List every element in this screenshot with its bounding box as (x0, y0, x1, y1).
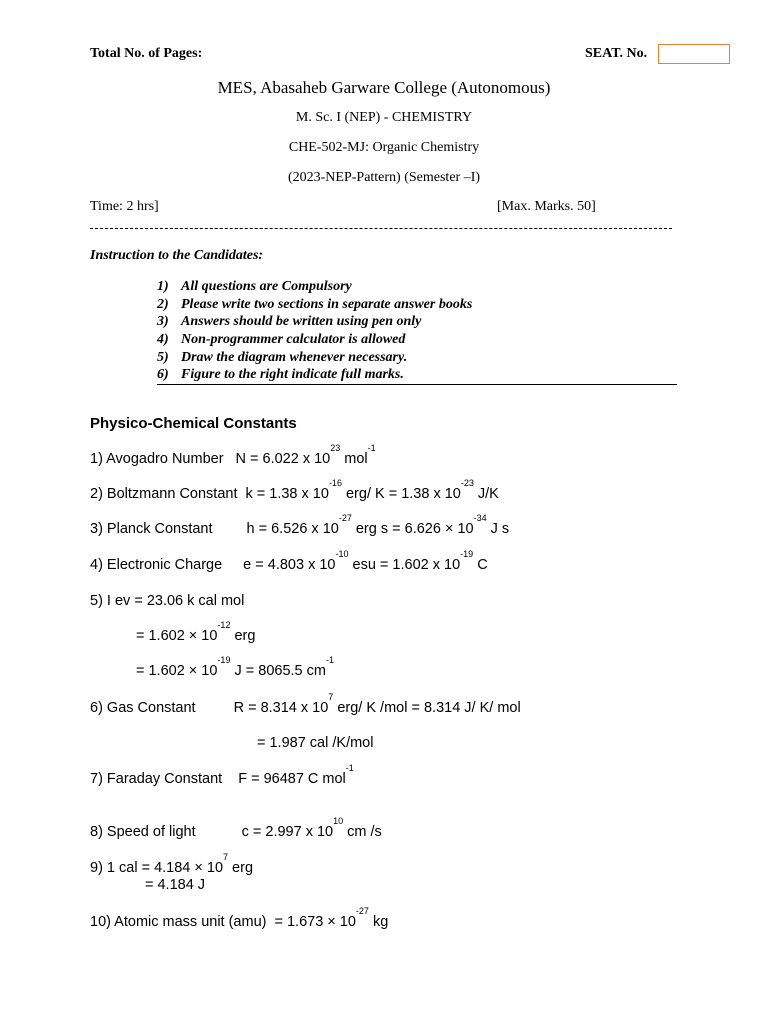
instruction-text: Draw the diagram whenever necessary. (181, 349, 408, 365)
instruction-number: 5) (157, 349, 169, 365)
programme-title: M. Sc. I (NEP) - CHEMISTRY (295, 110, 473, 125)
constants-title: Physico-Chemical Constants (90, 415, 297, 432)
exponent: -19 (217, 655, 231, 665)
instruction-text: Figure to the right indicate full marks. (181, 367, 404, 383)
constant-value: = 1.987 cal /K/mol (257, 735, 374, 751)
exponent: 23 (330, 443, 341, 453)
course-title: CHE-502-MJ: Organic Chemistry (288, 140, 480, 155)
exponent: -1 (325, 655, 334, 665)
constant-speed-of-light (90, 816, 382, 840)
constant-value: = 4.184 J (145, 877, 206, 893)
instruction-item (157, 366, 677, 384)
exponent: -1 (367, 443, 376, 453)
constant-value: e = 4.803 x 10 (243, 557, 336, 573)
exponent: 7 (223, 852, 229, 862)
constant-value: J = 8065.5 cm (230, 663, 326, 679)
constant-value: erg/ K = 1.38 x 10 (341, 486, 461, 502)
instruction-text: All questions are Compulsory (181, 279, 352, 294)
instruction-number: 2) (157, 296, 169, 312)
instruction-item (157, 313, 677, 331)
constant-unit: cm /s (343, 824, 382, 840)
constant-value: erg s = 6.626 × 10 (351, 521, 474, 537)
instruction-number: 6) (157, 367, 169, 383)
constant-electronic-charge (90, 549, 488, 573)
constant-value: h = 6.526 x 10 (246, 521, 339, 537)
constant-ev-erg (136, 620, 256, 644)
constant-unit: kg (368, 914, 389, 930)
constant-unit: J/K (473, 486, 499, 502)
exam-pattern: (2023-NEP-Pattern) (Semester –I) (287, 170, 481, 185)
constant-label: 5) I ev = 23.06 k cal mol (90, 593, 245, 609)
constant-value: = 1.673 × 10 (274, 914, 356, 930)
constant-gas-cal (257, 735, 373, 751)
instruction-item (157, 331, 677, 349)
constant-label: 8) Speed of light (90, 824, 196, 840)
constant-unit: C (473, 557, 488, 573)
exponent: -19 (460, 549, 474, 559)
constant-calorie (90, 852, 254, 876)
constant-faraday (90, 763, 354, 787)
constant-label: 2) Boltzmann Constant (90, 486, 238, 502)
constant-ev-joule (136, 655, 334, 679)
constant-gas (90, 692, 521, 716)
constant-value: k = 1.38 x 10 (245, 486, 329, 502)
instruction-number: 3) (157, 314, 169, 330)
constant-calorie-joule (145, 877, 205, 893)
instruction-number: 1) (157, 279, 169, 294)
college-name: MES, Abasaheb Garware College (Autonomous) (217, 78, 551, 97)
exponent: -1 (345, 763, 354, 773)
constant-label: 10) Atomic mass unit (amu) (90, 914, 267, 930)
constant-amu (90, 906, 389, 930)
constant-value: F = 96487 C mol (238, 771, 346, 787)
constant-label: 6) Gas Constant (90, 700, 196, 716)
constant-value: = 1.602 × 10 (136, 663, 218, 679)
exponent: -27 (338, 513, 352, 523)
exponent: -27 (355, 906, 369, 916)
constant-value: R = 8.314 x 10 (233, 700, 329, 716)
constant-value: c = 2.997 x 10 (241, 824, 334, 840)
constant-label: 4) Electronic Charge (90, 557, 223, 573)
constant-value: = 1.602 × 10 (136, 628, 218, 644)
exam-time: Time: 2 hrs] (90, 199, 159, 214)
constant-unit: J s (486, 521, 510, 537)
instruction-text: Answers should be written using pen only (181, 314, 422, 330)
constant-value: esu = 1.602 x 10 (348, 557, 461, 573)
constant-label: 3) Planck Constant (90, 521, 213, 537)
constant-boltzmann (90, 478, 499, 502)
seat-number-label: SEAT. No. (585, 46, 648, 61)
instructions-underline (157, 384, 677, 385)
instruction-item (157, 278, 677, 296)
exponent: -12 (217, 620, 231, 630)
constant-unit: mol (340, 451, 368, 467)
exponent: -34 (473, 513, 487, 523)
max-marks: [Max. Marks. 50] (497, 199, 596, 214)
constant-unit: erg (230, 628, 256, 644)
constant-value: N = 6.022 x 10 (235, 451, 331, 467)
instruction-number: 4) (157, 332, 169, 348)
instructions-title: Instruction to the Candidates: (90, 248, 264, 263)
constant-ev (90, 593, 244, 609)
dashed-divider (90, 228, 672, 229)
total-pages-label: Total No. of Pages: (90, 46, 203, 61)
constant-label: 1) Avogadro Number (90, 451, 224, 467)
exponent: -23 (460, 478, 474, 488)
exponent: -16 (328, 478, 342, 488)
constant-planck (90, 513, 510, 537)
exponent: -10 (335, 549, 349, 559)
constant-label: 7) Faraday Constant (90, 771, 223, 787)
constant-value: erg/ K /mol = 8.314 J/ K/ mol (333, 700, 521, 716)
seat-number-field[interactable] (658, 44, 730, 64)
instructions-list (157, 278, 677, 384)
constant-unit: erg (228, 860, 254, 876)
constant-label: 9) 1 cal = 4.184 × 10 (90, 860, 224, 876)
instruction-text: Please write two sections in separate answer books (181, 296, 473, 312)
constant-avogadro (90, 443, 376, 467)
instruction-text: Non-programmer calculator is allowed (181, 332, 406, 348)
exponent: 10 (333, 816, 344, 826)
exponent: 7 (328, 692, 334, 702)
instruction-item (157, 296, 677, 314)
instruction-item (157, 349, 677, 367)
